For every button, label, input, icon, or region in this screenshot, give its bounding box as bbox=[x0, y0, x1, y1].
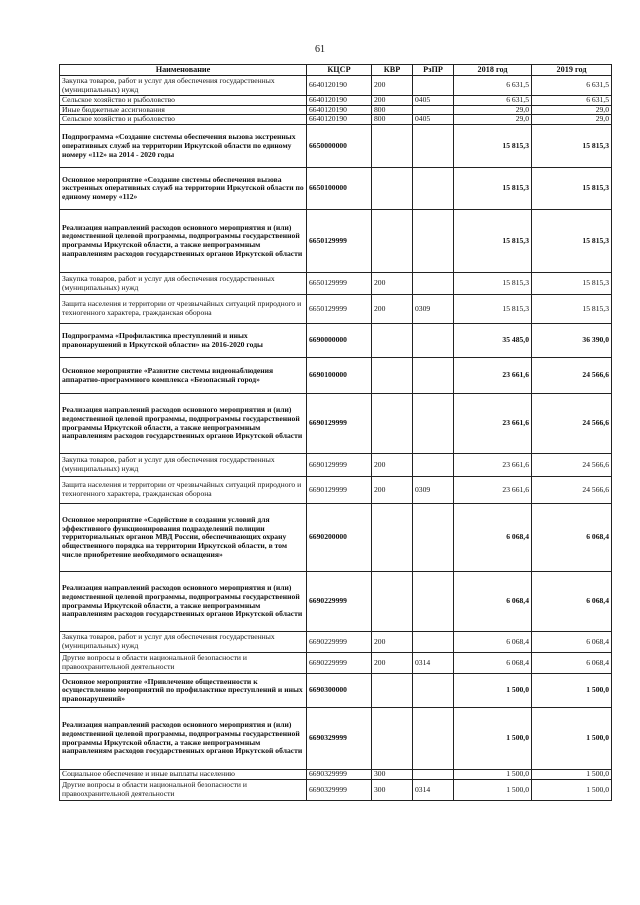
cell-rzpr: 0405 bbox=[413, 115, 454, 125]
cell-2018: 6 068,4 bbox=[454, 504, 532, 572]
header-kcsr: КЦСР bbox=[307, 65, 372, 76]
cell-name: Социальное обеспечение и иные выплаты населению bbox=[60, 770, 307, 780]
table-row bbox=[60, 273, 612, 295]
cell-name: Реализация направлений расходов основного мероприятия и (или) ведомственной целевой программы, подпрограммы государственной программы Иркутской области, а также непрограммным направлениям расходов государственных органов Иркутской области bbox=[60, 394, 307, 454]
cell-name: Сельское хозяйство и рыболовство bbox=[60, 96, 307, 106]
table-row bbox=[60, 780, 612, 801]
cell-2018: 6 631,5 bbox=[454, 96, 532, 106]
cell-name: Подпрограмма «Профилактика преступлений и иных правонарушений в Иркутской области» на 2016-2020 годы bbox=[60, 324, 307, 358]
cell-name: Другие вопросы в области национальной безопасности и правоохранительной деятельности bbox=[60, 780, 307, 801]
cell-kcsr: 6690129999 bbox=[307, 394, 372, 454]
cell-2019: 15 815,3 bbox=[532, 125, 612, 168]
header-name: Наименование bbox=[60, 65, 307, 76]
cell-name: Закупка товаров, работ и услуг для обеспечения государственных (муниципальных) нужд bbox=[60, 454, 307, 477]
cell-rzpr bbox=[413, 394, 454, 454]
cell-rzpr bbox=[413, 210, 454, 273]
header-2018: 2018 год bbox=[454, 65, 532, 76]
cell-2018: 35 485,0 bbox=[454, 324, 532, 358]
table-row bbox=[60, 295, 612, 324]
cell-2019: 6 068,4 bbox=[532, 504, 612, 572]
cell-2018: 29,0 bbox=[454, 115, 532, 125]
budget-table bbox=[59, 64, 612, 801]
cell-kvr: 200 bbox=[372, 273, 413, 295]
cell-2019: 6 631,5 bbox=[532, 96, 612, 106]
cell-name: Реализация направлений расходов основного мероприятия и (или) ведомственной целевой программы, подпрограммы государственной программы Иркутской области, а также непрограммным направлениям расходов государственных органов Иркутской области bbox=[60, 210, 307, 273]
cell-rzpr bbox=[413, 273, 454, 295]
cell-kcsr: 6650100000 bbox=[307, 168, 372, 210]
cell-kvr: 200 bbox=[372, 96, 413, 106]
cell-kcsr: 6690329999 bbox=[307, 780, 372, 801]
cell-kvr bbox=[372, 324, 413, 358]
cell-rzpr bbox=[413, 504, 454, 572]
cell-kvr: 200 bbox=[372, 632, 413, 653]
cell-kcsr: 6690229999 bbox=[307, 632, 372, 653]
cell-2019: 36 390,0 bbox=[532, 324, 612, 358]
cell-2019: 1 500,0 bbox=[532, 770, 612, 780]
cell-2019: 24 566,6 bbox=[532, 477, 612, 504]
page-number: 61 bbox=[315, 44, 325, 55]
cell-kcsr: 6650129999 bbox=[307, 210, 372, 273]
cell-name: Защита населения и территории от чрезвычайных ситуаций природного и техногенного характера, гражданская оборона bbox=[60, 477, 307, 504]
cell-rzpr: 0309 bbox=[413, 477, 454, 504]
table-row bbox=[60, 674, 612, 708]
cell-name: Основное мероприятие «Привлечение общественности к осуществлению мероприятий по профилактике преступлений и иных правонарушений» bbox=[60, 674, 307, 708]
cell-2018: 15 815,3 bbox=[454, 210, 532, 273]
cell-2019: 15 815,3 bbox=[532, 210, 612, 273]
cell-name: Основное мероприятие «Содействие в создании условий для эффективного функционирования подразделений полиции территориальных органов МВД России, обеспечивающих охрану общественного порядка на территории Иркутской области, в том числе приобретение необходимого оснащения» bbox=[60, 504, 307, 572]
cell-2018: 23 661,6 bbox=[454, 477, 532, 504]
header-rzpr: РзПР bbox=[413, 65, 454, 76]
cell-name: Закупка товаров, работ и услуг для обеспечения государственных (муниципальных) нужд bbox=[60, 76, 307, 96]
cell-rzpr: 0314 bbox=[413, 780, 454, 801]
cell-rzpr bbox=[413, 632, 454, 653]
header-kvr: КВР bbox=[372, 65, 413, 76]
cell-kcsr: 6690229999 bbox=[307, 653, 372, 674]
cell-kcsr: 6690100000 bbox=[307, 358, 372, 394]
cell-2019: 15 815,3 bbox=[532, 168, 612, 210]
cell-2019: 29,0 bbox=[532, 105, 612, 115]
cell-2019: 1 500,0 bbox=[532, 674, 612, 708]
table-row bbox=[60, 632, 612, 653]
cell-kcsr: 6690300000 bbox=[307, 674, 372, 708]
cell-2018: 1 500,0 bbox=[454, 674, 532, 708]
header-2019: 2019 год bbox=[532, 65, 612, 76]
cell-2018: 6 068,4 bbox=[454, 653, 532, 674]
cell-kvr bbox=[372, 168, 413, 210]
cell-kcsr: 6650129999 bbox=[307, 273, 372, 295]
cell-kvr bbox=[372, 125, 413, 168]
cell-2019: 1 500,0 bbox=[532, 708, 612, 770]
table-header-row bbox=[60, 65, 612, 76]
cell-kvr: 800 bbox=[372, 115, 413, 125]
cell-2018: 6 631,5 bbox=[454, 76, 532, 96]
cell-rzpr bbox=[413, 674, 454, 708]
cell-2019: 15 815,3 bbox=[532, 295, 612, 324]
cell-kcsr: 6690129999 bbox=[307, 477, 372, 504]
cell-kcsr: 6640120190 bbox=[307, 96, 372, 106]
cell-rzpr bbox=[413, 770, 454, 780]
cell-name: Реализация направлений расходов основного мероприятия и (или) ведомственной целевой программы, подпрограммы государственной программы Иркутской области, а также непрограммным направлениям расходов государственных органов Иркутской области bbox=[60, 572, 307, 632]
cell-rzpr bbox=[413, 454, 454, 477]
cell-rzpr bbox=[413, 168, 454, 210]
cell-kvr: 800 bbox=[372, 105, 413, 115]
table-row bbox=[60, 653, 612, 674]
table-row bbox=[60, 115, 612, 125]
cell-2019: 1 500,0 bbox=[532, 780, 612, 801]
cell-rzpr: 0314 bbox=[413, 653, 454, 674]
cell-2018: 1 500,0 bbox=[454, 780, 532, 801]
cell-rzpr bbox=[413, 358, 454, 394]
cell-rzpr bbox=[413, 125, 454, 168]
cell-kvr bbox=[372, 358, 413, 394]
cell-2019: 24 566,6 bbox=[532, 358, 612, 394]
cell-name: Подпрограмма «Создание системы обеспечения вызова экстренных оперативных служб на территории Иркутской области по единому номеру «112» на 2014 - 2020 годы bbox=[60, 125, 307, 168]
table-row bbox=[60, 96, 612, 106]
table-row bbox=[60, 324, 612, 358]
cell-kvr: 200 bbox=[372, 653, 413, 674]
table-row bbox=[60, 477, 612, 504]
cell-kvr: 300 bbox=[372, 780, 413, 801]
cell-2018: 15 815,3 bbox=[454, 273, 532, 295]
cell-name: Основное мероприятие «Развитие системы видеонаблюдения аппаратно-программного комплекса «Безопасный город» bbox=[60, 358, 307, 394]
cell-name: Закупка товаров, работ и услуг для обеспечения государственных (муниципальных) нужд bbox=[60, 632, 307, 653]
table-row bbox=[60, 708, 612, 770]
cell-kcsr: 6690229999 bbox=[307, 572, 372, 632]
cell-2019: 6 068,4 bbox=[532, 572, 612, 632]
table-row bbox=[60, 76, 612, 96]
cell-2018: 29,0 bbox=[454, 105, 532, 115]
table-row bbox=[60, 125, 612, 168]
cell-kcsr: 6690000000 bbox=[307, 324, 372, 358]
cell-2019: 24 566,6 bbox=[532, 454, 612, 477]
cell-rzpr bbox=[413, 572, 454, 632]
cell-rzpr: 0405 bbox=[413, 96, 454, 106]
cell-kcsr: 6640120190 bbox=[307, 76, 372, 96]
cell-kcsr: 6690129999 bbox=[307, 454, 372, 477]
table-row bbox=[60, 210, 612, 273]
cell-kcsr: 6640120190 bbox=[307, 105, 372, 115]
table-row bbox=[60, 770, 612, 780]
cell-2019: 6 068,4 bbox=[532, 653, 612, 674]
cell-2019: 6 068,4 bbox=[532, 632, 612, 653]
cell-rzpr: 0309 bbox=[413, 295, 454, 324]
cell-name: Иные бюджетные ассигнования bbox=[60, 105, 307, 115]
cell-2018: 15 815,3 bbox=[454, 125, 532, 168]
cell-2018: 6 068,4 bbox=[454, 572, 532, 632]
cell-name: Основное мероприятие «Создание системы обеспечения вызова экстренных оперативных служб на территории Иркутской области по единому номеру «112» bbox=[60, 168, 307, 210]
cell-kvr: 200 bbox=[372, 454, 413, 477]
cell-2018: 1 500,0 bbox=[454, 770, 532, 780]
cell-2019: 15 815,3 bbox=[532, 273, 612, 295]
cell-name: Закупка товаров, работ и услуг для обеспечения государственных (муниципальных) нужд bbox=[60, 273, 307, 295]
cell-2018: 15 815,3 bbox=[454, 168, 532, 210]
table-row bbox=[60, 358, 612, 394]
cell-2019: 6 631,5 bbox=[532, 76, 612, 96]
cell-rzpr bbox=[413, 76, 454, 96]
table-row bbox=[60, 572, 612, 632]
cell-2018: 23 661,6 bbox=[454, 394, 532, 454]
cell-2018: 6 068,4 bbox=[454, 632, 532, 653]
cell-2019: 24 566,6 bbox=[532, 394, 612, 454]
table-row bbox=[60, 394, 612, 454]
cell-2018: 23 661,6 bbox=[454, 358, 532, 394]
cell-rzpr bbox=[413, 324, 454, 358]
cell-kcsr: 6640120190 bbox=[307, 115, 372, 125]
table-row bbox=[60, 168, 612, 210]
cell-kvr bbox=[372, 210, 413, 273]
cell-name: Реализация направлений расходов основного мероприятия и (или) ведомственной целевой программы, подпрограммы государственной программы Иркутской области, а также непрограммным направлениям расходов государственных органов Иркутской области bbox=[60, 708, 307, 770]
cell-kcsr: 6690329999 bbox=[307, 708, 372, 770]
cell-kvr: 200 bbox=[372, 477, 413, 504]
cell-kcsr: 6690329999 bbox=[307, 770, 372, 780]
table-row bbox=[60, 454, 612, 477]
cell-kcsr: 6690200000 bbox=[307, 504, 372, 572]
cell-2019: 29,0 bbox=[532, 115, 612, 125]
cell-kvr: 200 bbox=[372, 295, 413, 324]
cell-name: Сельское хозяйство и рыболовство bbox=[60, 115, 307, 125]
cell-kvr bbox=[372, 394, 413, 454]
cell-kvr bbox=[372, 504, 413, 572]
cell-kcsr: 6650000000 bbox=[307, 125, 372, 168]
cell-kcsr: 6650129999 bbox=[307, 295, 372, 324]
cell-kvr bbox=[372, 674, 413, 708]
table-body bbox=[60, 76, 612, 801]
cell-rzpr bbox=[413, 708, 454, 770]
cell-2018: 23 661,6 bbox=[454, 454, 532, 477]
cell-kvr bbox=[372, 708, 413, 770]
cell-name: Другие вопросы в области национальной безопасности и правоохранительной деятельности bbox=[60, 653, 307, 674]
cell-name: Защита населения и территории от чрезвычайных ситуаций природного и техногенного характера, гражданская оборона bbox=[60, 295, 307, 324]
cell-2018: 1 500,0 bbox=[454, 708, 532, 770]
table-row bbox=[60, 504, 612, 572]
cell-2018: 15 815,3 bbox=[454, 295, 532, 324]
cell-kvr bbox=[372, 572, 413, 632]
cell-kvr: 300 bbox=[372, 770, 413, 780]
cell-kvr: 200 bbox=[372, 76, 413, 96]
